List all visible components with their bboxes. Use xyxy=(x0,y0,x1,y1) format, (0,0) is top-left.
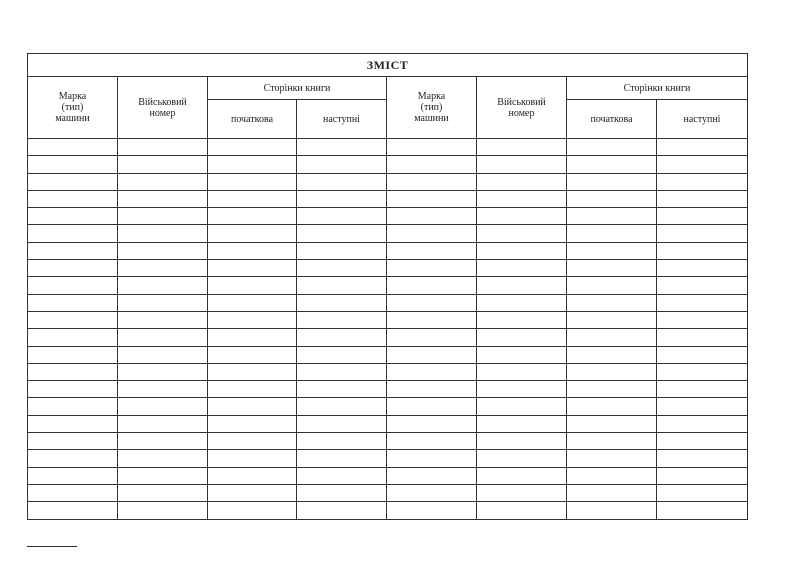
table-cell[interactable] xyxy=(657,277,748,294)
table-cell[interactable] xyxy=(297,363,387,380)
table-cell[interactable] xyxy=(657,467,748,484)
table-cell[interactable] xyxy=(28,450,118,467)
table-cell[interactable] xyxy=(28,156,118,173)
table-row xyxy=(28,433,748,450)
table-cell[interactable] xyxy=(567,173,657,190)
table-cell[interactable] xyxy=(28,242,118,259)
table-cell[interactable] xyxy=(208,381,297,398)
table-cell[interactable] xyxy=(208,329,297,346)
table-cell[interactable] xyxy=(28,398,118,415)
table-cell[interactable] xyxy=(477,467,567,484)
table-cell[interactable] xyxy=(387,294,477,311)
table-cell[interactable] xyxy=(567,277,657,294)
table-cell[interactable] xyxy=(567,190,657,207)
table-cell[interactable] xyxy=(567,311,657,328)
table-cell[interactable] xyxy=(208,398,297,415)
table-cell[interactable] xyxy=(567,433,657,450)
table-cell[interactable] xyxy=(387,173,477,190)
table-cell[interactable] xyxy=(28,208,118,225)
table-cell[interactable] xyxy=(118,294,208,311)
table-cell[interactable] xyxy=(208,260,297,277)
table-cell[interactable] xyxy=(297,450,387,467)
table-cell[interactable] xyxy=(387,190,477,207)
table-cell[interactable] xyxy=(28,346,118,363)
table-cell[interactable] xyxy=(118,433,208,450)
table-cell[interactable] xyxy=(208,242,297,259)
table-cell[interactable] xyxy=(28,294,118,311)
table-row xyxy=(28,450,748,467)
table-cell[interactable] xyxy=(208,346,297,363)
table-cell[interactable] xyxy=(208,484,297,501)
table-row xyxy=(28,381,748,398)
header-initial-right: початкова xyxy=(567,100,657,139)
table-cell[interactable] xyxy=(208,311,297,328)
table-cell[interactable] xyxy=(567,502,657,519)
table-cell[interactable] xyxy=(477,502,567,519)
table-cell[interactable] xyxy=(118,260,208,277)
table-cell[interactable] xyxy=(28,173,118,190)
table-row xyxy=(28,502,748,519)
table-cell[interactable] xyxy=(477,242,567,259)
table-cell[interactable] xyxy=(567,381,657,398)
table-row xyxy=(28,277,748,294)
table-cell[interactable] xyxy=(657,398,748,415)
table-cell[interactable] xyxy=(387,208,477,225)
table-cell[interactable] xyxy=(297,242,387,259)
table-cell[interactable] xyxy=(118,502,208,519)
table-cell[interactable] xyxy=(297,502,387,519)
table-cell[interactable] xyxy=(28,139,118,156)
table-cell[interactable] xyxy=(297,156,387,173)
table-row xyxy=(28,190,748,207)
table-cell[interactable] xyxy=(567,484,657,501)
table-row xyxy=(28,398,748,415)
table-cell[interactable] xyxy=(387,398,477,415)
table-cell[interactable] xyxy=(118,225,208,242)
table-row xyxy=(28,329,748,346)
table-cell[interactable] xyxy=(387,346,477,363)
table-cell[interactable] xyxy=(657,173,748,190)
table-cell[interactable] xyxy=(477,433,567,450)
table-cell[interactable] xyxy=(477,450,567,467)
table-cell[interactable] xyxy=(118,139,208,156)
table-cell[interactable] xyxy=(657,294,748,311)
table-cell[interactable] xyxy=(118,381,208,398)
table-cell[interactable] xyxy=(297,467,387,484)
table-row xyxy=(28,484,748,501)
table-cell[interactable] xyxy=(118,398,208,415)
table-cell[interactable] xyxy=(118,156,208,173)
table-cell[interactable] xyxy=(208,363,297,380)
header-pages-left: Сторінки книги xyxy=(208,77,387,100)
table-row xyxy=(28,467,748,484)
table-cell[interactable] xyxy=(477,139,567,156)
table-cell[interactable] xyxy=(297,190,387,207)
table-cell[interactable] xyxy=(657,260,748,277)
table-cell[interactable] xyxy=(387,502,477,519)
table-cell[interactable] xyxy=(28,277,118,294)
table-row xyxy=(28,415,748,432)
table-cell[interactable] xyxy=(657,502,748,519)
table-cell[interactable] xyxy=(657,156,748,173)
table-cell[interactable] xyxy=(477,190,567,207)
table-cell[interactable] xyxy=(118,346,208,363)
table-cell[interactable] xyxy=(567,363,657,380)
table-cell[interactable] xyxy=(387,450,477,467)
table-cell[interactable] xyxy=(208,415,297,432)
table-cell[interactable] xyxy=(297,381,387,398)
table-row xyxy=(28,260,748,277)
header-row-1 xyxy=(28,77,748,100)
table-cell[interactable] xyxy=(118,173,208,190)
table-cell[interactable] xyxy=(387,225,477,242)
table-cell[interactable] xyxy=(28,484,118,501)
table-cell[interactable] xyxy=(387,433,477,450)
header-pages-right: Сторінки книги xyxy=(567,77,748,100)
table-cell[interactable] xyxy=(297,225,387,242)
table-cell[interactable] xyxy=(477,484,567,501)
table-cell[interactable] xyxy=(387,467,477,484)
table-cell[interactable] xyxy=(387,484,477,501)
table-row xyxy=(28,346,748,363)
table-cell[interactable] xyxy=(118,329,208,346)
table-cell[interactable] xyxy=(297,173,387,190)
table-cell[interactable] xyxy=(567,346,657,363)
table-cell[interactable] xyxy=(297,260,387,277)
table-cell[interactable] xyxy=(567,450,657,467)
table-cell[interactable] xyxy=(477,208,567,225)
table-cell[interactable] xyxy=(567,260,657,277)
table-cell[interactable] xyxy=(28,415,118,432)
table-row xyxy=(28,156,748,173)
table-row xyxy=(28,294,748,311)
table-cell[interactable] xyxy=(118,467,208,484)
table-cell[interactable] xyxy=(567,467,657,484)
table-cell[interactable] xyxy=(118,311,208,328)
table-cell[interactable] xyxy=(118,190,208,207)
table-cell[interactable] xyxy=(208,173,297,190)
header-brand-left: Марка (тип) машини xyxy=(28,77,118,139)
table-cell[interactable] xyxy=(387,260,477,277)
table-cell[interactable] xyxy=(477,311,567,328)
table-title: ЗМІСТ xyxy=(28,54,748,77)
table-cell[interactable] xyxy=(477,225,567,242)
table-cell[interactable] xyxy=(28,502,118,519)
table-cell[interactable] xyxy=(208,208,297,225)
table-cell[interactable] xyxy=(657,311,748,328)
table-row xyxy=(28,242,748,259)
table-cell[interactable] xyxy=(387,242,477,259)
table-cell[interactable] xyxy=(567,415,657,432)
table-cell[interactable] xyxy=(297,415,387,432)
table-cell[interactable] xyxy=(118,415,208,432)
table-cell[interactable] xyxy=(297,277,387,294)
table-cell[interactable] xyxy=(208,225,297,242)
table-row xyxy=(28,139,748,156)
table-cell[interactable] xyxy=(387,363,477,380)
table-row xyxy=(28,208,748,225)
table-cell[interactable] xyxy=(297,208,387,225)
table-row xyxy=(28,363,748,380)
table-cell[interactable] xyxy=(28,381,118,398)
table-cell[interactable] xyxy=(477,329,567,346)
table-cell[interactable] xyxy=(208,502,297,519)
table-cell[interactable] xyxy=(567,329,657,346)
table-cell[interactable] xyxy=(118,277,208,294)
table-cell[interactable] xyxy=(208,156,297,173)
table-cell[interactable] xyxy=(477,173,567,190)
table-cell[interactable] xyxy=(657,433,748,450)
table-cell[interactable] xyxy=(657,363,748,380)
table-cell[interactable] xyxy=(297,346,387,363)
table-cell[interactable] xyxy=(657,329,748,346)
table-cell[interactable] xyxy=(567,225,657,242)
table-cell[interactable] xyxy=(28,329,118,346)
table-cell[interactable] xyxy=(28,363,118,380)
contents-table xyxy=(27,53,748,520)
table-cell[interactable] xyxy=(657,346,748,363)
table-cell[interactable] xyxy=(387,415,477,432)
table-cell[interactable] xyxy=(28,433,118,450)
table-cell[interactable] xyxy=(118,242,208,259)
table-row xyxy=(28,173,748,190)
table-cell[interactable] xyxy=(297,311,387,328)
table-cell[interactable] xyxy=(657,139,748,156)
header-next-left: наступні xyxy=(297,100,387,139)
title-row xyxy=(28,54,748,77)
table-cell[interactable] xyxy=(208,277,297,294)
table-cell[interactable] xyxy=(297,139,387,156)
table-cell[interactable] xyxy=(477,363,567,380)
table-cell[interactable] xyxy=(657,208,748,225)
table-cell[interactable] xyxy=(118,363,208,380)
table-cell[interactable] xyxy=(567,156,657,173)
table-cell[interactable] xyxy=(567,139,657,156)
table-cell[interactable] xyxy=(118,450,208,467)
header-military-number-right: Військовий номер xyxy=(477,77,567,139)
table-cell[interactable] xyxy=(28,467,118,484)
table-cell[interactable] xyxy=(657,242,748,259)
table-cell[interactable] xyxy=(477,277,567,294)
table-cell[interactable] xyxy=(387,311,477,328)
table-cell[interactable] xyxy=(387,381,477,398)
table-cell[interactable] xyxy=(297,294,387,311)
table-cell[interactable] xyxy=(477,346,567,363)
header-next-right: наступні xyxy=(657,100,748,139)
table-cell[interactable] xyxy=(567,242,657,259)
header-initial-left: початкова xyxy=(208,100,297,139)
footnote-divider xyxy=(27,546,77,547)
table-cell[interactable] xyxy=(28,190,118,207)
table-cell[interactable] xyxy=(208,190,297,207)
table-cell[interactable] xyxy=(387,329,477,346)
table-cell[interactable] xyxy=(208,467,297,484)
table-cell[interactable] xyxy=(477,381,567,398)
table-cell[interactable] xyxy=(477,260,567,277)
header-brand-right: Марка (тип) машини xyxy=(387,77,477,139)
table-cell[interactable] xyxy=(118,484,208,501)
table-cell[interactable] xyxy=(387,156,477,173)
table-cell[interactable] xyxy=(657,225,748,242)
table-cell[interactable] xyxy=(297,484,387,501)
table-cell[interactable] xyxy=(118,208,208,225)
table-cell[interactable] xyxy=(208,450,297,467)
table-cell[interactable] xyxy=(477,156,567,173)
table-cell[interactable] xyxy=(387,139,477,156)
table-cell[interactable] xyxy=(477,398,567,415)
table-cell[interactable] xyxy=(208,294,297,311)
table-cell[interactable] xyxy=(477,294,567,311)
table-cell[interactable] xyxy=(567,294,657,311)
table-cell[interactable] xyxy=(657,415,748,432)
table-cell[interactable] xyxy=(208,433,297,450)
table-row xyxy=(28,225,748,242)
table-cell[interactable] xyxy=(477,415,567,432)
header-military-number-left: Військовий номер xyxy=(118,77,208,139)
table-cell[interactable] xyxy=(567,398,657,415)
table-cell[interactable] xyxy=(657,484,748,501)
table-cell[interactable] xyxy=(28,260,118,277)
table-row xyxy=(28,311,748,328)
table-cell[interactable] xyxy=(297,433,387,450)
table-cell[interactable] xyxy=(657,381,748,398)
table-cell[interactable] xyxy=(387,277,477,294)
table-cell[interactable] xyxy=(297,398,387,415)
table-cell[interactable] xyxy=(567,208,657,225)
table-cell[interactable] xyxy=(28,311,118,328)
table-cell[interactable] xyxy=(297,329,387,346)
table-cell[interactable] xyxy=(208,139,297,156)
table-cell[interactable] xyxy=(657,450,748,467)
table-cell[interactable] xyxy=(28,225,118,242)
table-cell[interactable] xyxy=(657,190,748,207)
